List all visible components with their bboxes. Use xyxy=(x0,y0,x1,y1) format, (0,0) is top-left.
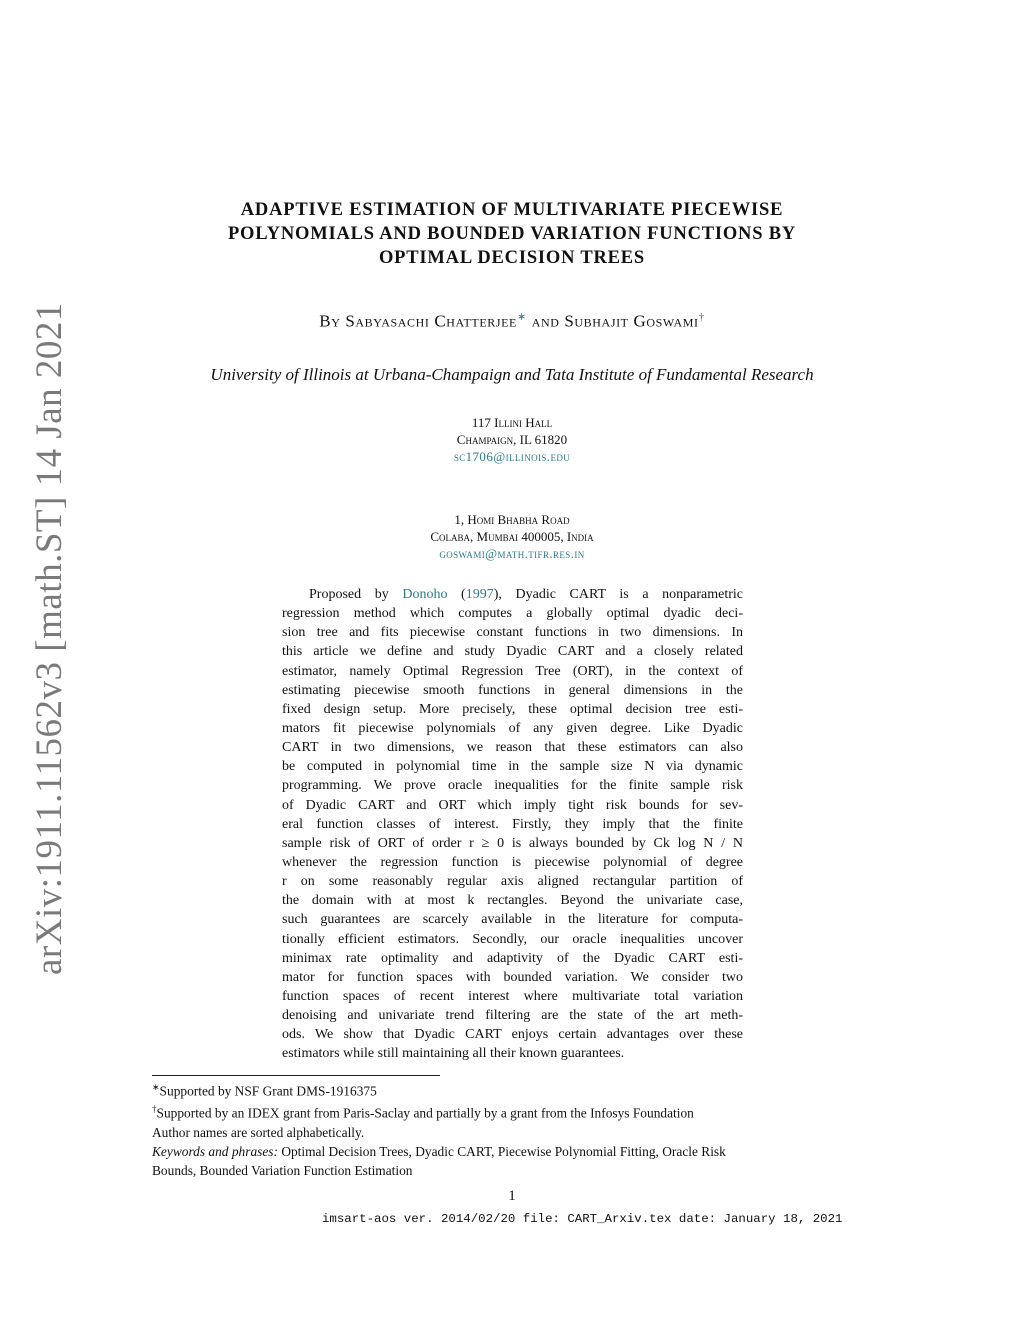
affiliation: University of Illinois at Urbana-Champaign and Tata Institute of Fundamental Research xyxy=(210,365,814,384)
abstract-line: be computed in polynomial time in the sample size N via dynamic xyxy=(282,759,743,775)
abstract-line: sion tree and fits piecewise constant functions in two dimensions. In xyxy=(282,625,743,641)
page-number: 1 xyxy=(508,1188,516,1204)
abstract-line: fixed design setup. More precisely, these optimal decision tree esti- xyxy=(282,701,743,717)
abstract-line-first: Proposed by Donoho (1997), Dyadic CART is a nonparametric xyxy=(309,587,743,602)
abstract-line: estimator, namely Optimal Regression Tree (ORT), in the context of xyxy=(282,663,743,679)
footnote-2: †Supported by an IDEX grant from Paris-Saclay and partially by a grant from the Infosys Foundation xyxy=(152,1104,694,1121)
abstract-line: ods. We show that Dyadic CART enjoys certain advantages over these xyxy=(282,1027,743,1043)
title-line-3: OPTIMAL DECISION TREES xyxy=(378,248,646,268)
abstract xyxy=(282,585,743,1064)
abstract-line: estimating piecewise smooth functions in general dimensions in the xyxy=(282,682,743,698)
arxiv-identifier-stamp: arXiv:1911.11562v3 [math.ST] 14 Jan 2021 xyxy=(29,302,70,975)
abstract-line: regression method which computes a globally optimal dyadic deci- xyxy=(282,606,743,622)
title-line-2: POLYNOMIALS AND BOUNDED VARIATION FUNCTIONS BY xyxy=(227,224,797,244)
address-1-email-link[interactable]: sc1706@illinois.edu xyxy=(453,449,571,464)
author-order-note: Author names are sorted alphabetically. xyxy=(152,1124,365,1140)
abstract-line: mator for function spaces with bounded variation. We consider two xyxy=(282,969,743,985)
abstract-line: eral function classes of interest. Firstly, they imply that the finite xyxy=(282,816,743,832)
abstract-line: CART in two dimensions, we reason that these estimators can also xyxy=(282,740,743,756)
title-line-1: ADAPTIVE ESTIMATION OF MULTIVARIATE PIECEWISE xyxy=(240,200,784,220)
abstract-line: this article we define and study Dyadic CART and a closely related xyxy=(282,644,743,660)
abstract-line: programming. We prove oracle inequalities for the finite sample risk xyxy=(282,778,743,794)
abstract-line: denoising and univariate trend filtering are the state of the art meth- xyxy=(282,1008,743,1024)
abstract-line: whenever the regression function is piecewise polynomial of degree xyxy=(282,854,743,870)
footnotes xyxy=(152,1078,892,1180)
abstract-body xyxy=(282,604,743,1063)
imsart-version-line: imsart-aos ver. 2014/02/20 file: CART_Arxiv.tex date: January 18, 2021 xyxy=(322,1212,843,1226)
abstract-line: estimators while still maintaining all their known guarantees. xyxy=(282,1046,625,1062)
and-label: and xyxy=(531,311,560,331)
address-1-street: 117 Illini Hall xyxy=(471,415,553,430)
abstract-line: tionally efficient estimators. Secondly, our oracle inequalities uncover xyxy=(282,931,743,947)
address-2-email-link[interactable]: goswami@math.tifr.res.in xyxy=(439,546,585,561)
abstract-line: function spaces of recent interest where multivariate total variation xyxy=(282,988,743,1004)
footnote-1: ∗Supported by NSF Grant DMS-1916375 xyxy=(152,1082,377,1099)
paper-title xyxy=(100,198,924,270)
address-2-street: 1, Homi Bhabha Road xyxy=(454,512,570,527)
author-2-footnote-mark[interactable]: † xyxy=(698,311,705,323)
citation-year-link[interactable]: 1997 xyxy=(465,587,494,602)
author-1: Sabyasachi Chatterjee xyxy=(345,311,517,331)
citation-author-link[interactable]: Donoho xyxy=(402,587,448,602)
keywords-continued: Bounds, Bounded Variation Function Estimation xyxy=(152,1162,413,1178)
keywords: Keywords and phrases: Optimal Decision Trees, Dyadic CART, Piecewise Polynomial Fitting, Oracle Risk xyxy=(152,1143,726,1159)
address-block-1 xyxy=(312,414,712,465)
abstract-line: sample risk of ORT of order r ≥ 0 is always bounded by Ck log N / N xyxy=(282,835,743,851)
author-2: Subhajit Goswami xyxy=(564,311,699,331)
keywords-label: Keywords and phrases: xyxy=(152,1143,278,1159)
author-line xyxy=(100,310,924,332)
abstract-line: such guarantees are scarcely available in the literature for computa- xyxy=(282,912,743,928)
abstract-line: of Dyadic CART and ORT which imply tight risk bounds for sev- xyxy=(282,797,743,813)
by-label: By xyxy=(319,311,341,331)
author-1-footnote-mark[interactable]: ∗ xyxy=(517,311,527,323)
abstract-line: minimax rate optimality and adaptivity of the Dyadic CART esti- xyxy=(282,950,743,966)
address-2-city: Colaba, Mumbai 400005, India xyxy=(430,529,594,544)
abstract-line: r on some reasonably regular axis aligned rectangular partition of xyxy=(282,874,743,890)
address-block-2 xyxy=(312,511,712,562)
address-1-city: Champaign, IL 61820 xyxy=(456,432,568,447)
abstract-line: mators fit piecewise polynomials of any given degree. Like Dyadic xyxy=(282,720,743,736)
abstract-line: the domain with at most k rectangles. Beyond the univariate case, xyxy=(282,893,743,909)
footnote-rule xyxy=(152,1075,440,1076)
